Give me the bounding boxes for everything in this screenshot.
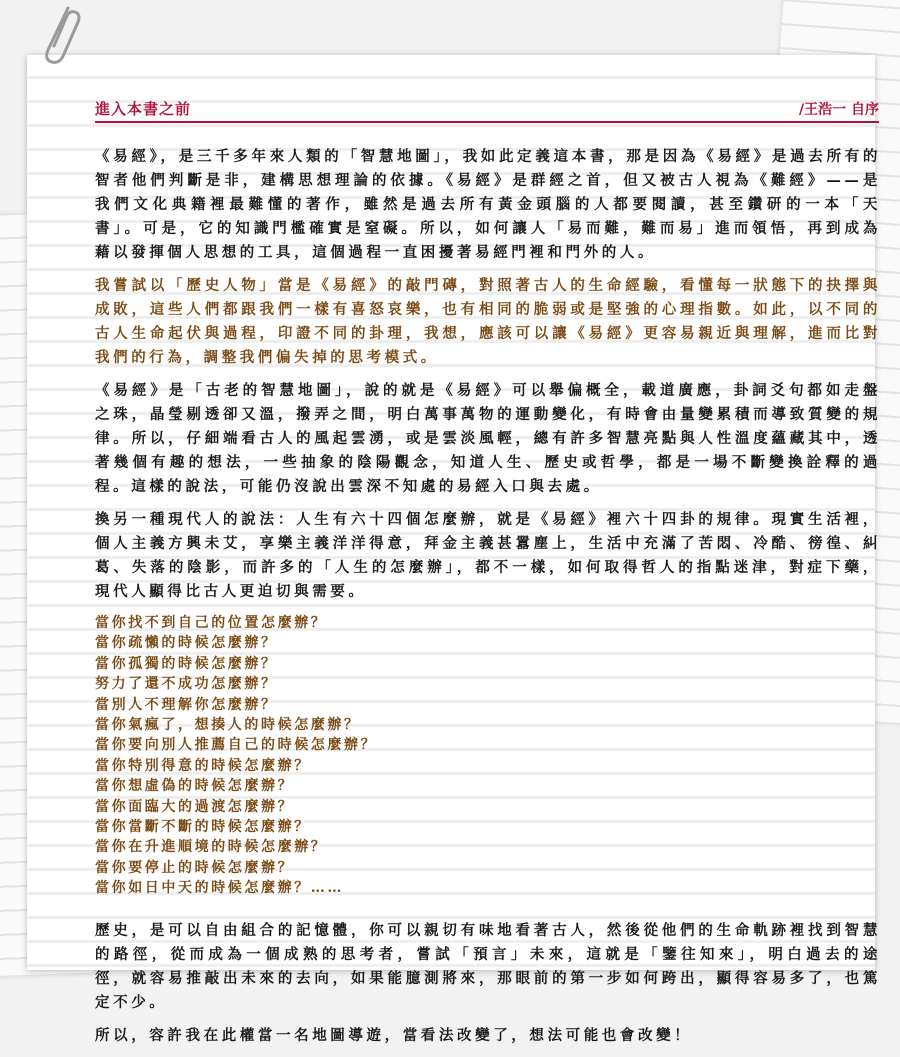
list-item: 當別人不理解你怎麼辦？ [95, 696, 278, 713]
paragraph: 《易經》，是三千多年來人類的「智慧地圖」，我如此定義這本書，那是因為《易經》是過去所有的智者他們判斷是非，建構思想理論的依據。《易經》是群經之首，但又被古人視為《難經》——是我們文化典籍裡最難懂的著作，雖然是過去所有黃金頭腦的人都要閱讀，甚至鑽研的一本「天書」。可是，它的知識門檻確實是窒礙。所以，如何讓人「易而難，難而易」進而領悟，再到成為藉以發揮個人思想的工具，這個過程一直困擾著易經門裡和門外的人。 [95, 148, 881, 261]
paragraph: 所以，容許我在此權當一名地圖導遊，當看法改變了，想法可能也會改變！ [95, 1026, 693, 1044]
page-title: 進入本書之前 [95, 100, 192, 118]
list-item: 當你疏懶的時候怎麼辦？ [95, 635, 278, 652]
paragraph: 《易經》是「古老的智慧地圖」，說的就是《易經》可以舉偏概全，載道廣應，卦詞爻句都如走盤之珠，晶瑩剔透卻又溫，撥弄之間，明白萬事萬物的運動變化，有時會由量變累積而導致質變的規律。所以，仔細端看古人的風起雲湧，或是雲淡風輕，總有許多智慧亮點與人性溫度蘊藏其中，透著幾個有趣的想法，一些抽象的陰陽觀念，知道人生、歷史或哲學，都是一場不斷變換詮釋的過程。這樣的說法，可能仍沒說出雲深不知處的易經入口與去處。 [95, 382, 881, 495]
paragraph: 歷史，是可以自由組合的記憶體，你可以親切有味地看著古人，然後從他們的生命軌跡裡找到智慧的路徑，從而成為一個成熟的思考者，嘗試「預言」未來，這就是「鑒往知來」，明白過去的途徑，就容易推敲出未來的去向，如果能臆測將來，那眼前的第一步如何跨出，顯得容易多了，也篤定不少。 [95, 921, 881, 1011]
paper-page [27, 55, 881, 1044]
paperclip-icon [38, 2, 82, 66]
list-item: 當你面臨大的過渡怎麼辦？ [95, 798, 295, 815]
page-header [95, 99, 879, 123]
paragraph: 換另一種現代人的說法：人生有六十四個怎麼辦，就是《易經》裡六十四卦的規律。現實生活裡，個人主義方興未艾，享樂主義洋洋得意，拜金主義甚囂塵上，生活中充滿了苦悶、冷酷、徬徨、糾葛、失落的陰影，而許多的「人生的怎麼辦」，都不一樣，如何取得哲人的指點迷津，對症下藥，現代人顯得比古人更迫切與需要。 [95, 511, 881, 600]
list-item: 當你要向別人推薦自己的時候怎麼辦？ [95, 737, 378, 754]
list-item: 當你找不到自己的位置怎麼辦？ [95, 615, 328, 631]
list-item: 當你要停止的時候怎麼辦？ [95, 859, 295, 876]
list-item: 當你孤獨的時候怎麼辦？ [95, 655, 278, 672]
list-item: 當你如日中天的時候怎麼辦？…… [95, 880, 344, 897]
preface-body [95, 145, 881, 1057]
list-item: 努力了還不成功怎麼辦？ [95, 676, 278, 693]
paragraph: 我嘗試以「歷史人物」當是《易經》的敲門磚，對照著古人的生命經驗，看懂每一狀態下的抉擇與成敗，這些人們都跟我們一樣有喜怒哀樂，也有相同的脆弱或是堅強的心理指數。如此，以不同的古人生命起伏與過程，印證不同的卦理，我想，應該可以讓《易經》更容易親近與理解，進而比對我們的行為，調整我們偏失掉的思考模式。 [95, 277, 881, 366]
list-item: 當你想虛偽的時候怎麼辦？ [95, 778, 295, 795]
list-item: 當你在升進順境的時候怎麼辦？ [95, 839, 328, 856]
list-item: 當你特別得意的時候怎麼辦？ [95, 757, 311, 774]
list-item: 當你當斷不斷的時候怎麼辦？ [95, 819, 311, 836]
question-list [95, 613, 881, 899]
author-label: /王浩一 自序 [799, 102, 879, 118]
list-item: 當你氣瘋了，想揍人的時候怎麼辦？ [95, 717, 361, 734]
